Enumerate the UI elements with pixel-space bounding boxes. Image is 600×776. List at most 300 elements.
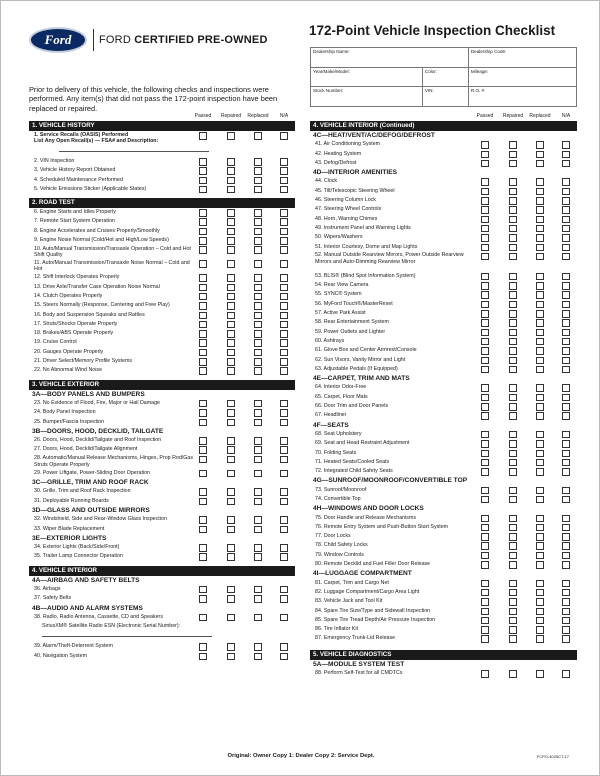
checkbox-passed[interactable] bbox=[481, 412, 489, 420]
checkbox-na[interactable] bbox=[280, 456, 288, 464]
checkbox-repaired[interactable] bbox=[509, 291, 517, 299]
checkbox-passed[interactable] bbox=[199, 186, 207, 194]
checkbox-na[interactable] bbox=[280, 246, 288, 254]
checkbox-replaced[interactable] bbox=[254, 177, 262, 185]
checkbox-na[interactable] bbox=[280, 339, 288, 347]
checkbox-na[interactable] bbox=[280, 409, 288, 417]
checkbox-na[interactable] bbox=[562, 357, 570, 365]
checkbox-passed[interactable] bbox=[199, 312, 207, 320]
checkbox-repaired[interactable] bbox=[227, 544, 235, 552]
checkbox-replaced[interactable] bbox=[536, 552, 544, 560]
checkbox-na[interactable] bbox=[280, 293, 288, 301]
checkbox-na[interactable] bbox=[280, 488, 288, 496]
checkbox-passed[interactable] bbox=[481, 338, 489, 346]
checkbox-passed[interactable] bbox=[199, 167, 207, 175]
checkbox-replaced[interactable] bbox=[254, 293, 262, 301]
checkbox-repaired[interactable] bbox=[509, 384, 517, 392]
checkbox-na[interactable] bbox=[280, 177, 288, 185]
checkbox-replaced[interactable] bbox=[536, 338, 544, 346]
checkbox-replaced[interactable] bbox=[254, 446, 262, 454]
checkbox-repaired[interactable] bbox=[227, 302, 235, 310]
checkbox-na[interactable] bbox=[562, 273, 570, 281]
checkbox-passed[interactable] bbox=[481, 384, 489, 392]
checkbox-repaired[interactable] bbox=[227, 488, 235, 496]
checkbox-na[interactable] bbox=[562, 431, 570, 439]
checkbox-replaced[interactable] bbox=[536, 206, 544, 214]
checkbox-passed[interactable] bbox=[199, 470, 207, 478]
checkbox-replaced[interactable] bbox=[536, 626, 544, 634]
checkbox-repaired[interactable] bbox=[227, 349, 235, 357]
checkbox-repaired[interactable] bbox=[509, 206, 517, 214]
checkbox-passed[interactable] bbox=[481, 496, 489, 504]
checkbox-repaired[interactable] bbox=[509, 533, 517, 541]
checkbox-replaced[interactable] bbox=[536, 225, 544, 233]
checkbox-repaired[interactable] bbox=[509, 347, 517, 355]
checkbox-passed[interactable] bbox=[481, 617, 489, 625]
checkbox-replaced[interactable] bbox=[254, 237, 262, 245]
checkbox-replaced[interactable] bbox=[254, 516, 262, 524]
checkbox-repaired[interactable] bbox=[509, 459, 517, 467]
checkbox-repaired[interactable] bbox=[227, 260, 235, 268]
checkbox-replaced[interactable] bbox=[536, 151, 544, 159]
checkbox-passed[interactable] bbox=[481, 347, 489, 355]
checkbox-na[interactable] bbox=[280, 358, 288, 366]
checkbox-replaced[interactable] bbox=[254, 260, 262, 268]
checkbox-passed[interactable] bbox=[199, 237, 207, 245]
checkbox-replaced[interactable] bbox=[536, 282, 544, 290]
checkbox-na[interactable] bbox=[562, 329, 570, 337]
checkbox-passed[interactable] bbox=[199, 339, 207, 347]
checkbox-repaired[interactable] bbox=[227, 409, 235, 417]
checkbox-repaired[interactable] bbox=[227, 321, 235, 329]
checkbox-repaired[interactable] bbox=[509, 561, 517, 569]
checkbox-passed[interactable] bbox=[199, 177, 207, 185]
checkbox-replaced[interactable] bbox=[254, 158, 262, 166]
ro-number-field[interactable]: R.O. # bbox=[468, 87, 576, 107]
checkbox-replaced[interactable] bbox=[536, 178, 544, 186]
checkbox-repaired[interactable] bbox=[509, 282, 517, 290]
checkbox-repaired[interactable] bbox=[509, 366, 517, 374]
checkbox-passed[interactable] bbox=[199, 526, 207, 534]
checkbox-na[interactable] bbox=[280, 312, 288, 320]
checkbox-na[interactable] bbox=[280, 516, 288, 524]
checkbox-na[interactable] bbox=[280, 544, 288, 552]
checkbox-repaired[interactable] bbox=[509, 197, 517, 205]
checkbox-na[interactable] bbox=[562, 626, 570, 634]
checkbox-passed[interactable] bbox=[481, 273, 489, 281]
checkbox-passed[interactable] bbox=[481, 253, 489, 261]
checkbox-repaired[interactable] bbox=[509, 319, 517, 327]
checkbox-na[interactable] bbox=[562, 319, 570, 327]
checkbox-na[interactable] bbox=[280, 553, 288, 561]
checkbox-replaced[interactable] bbox=[254, 186, 262, 194]
checkbox-passed[interactable] bbox=[481, 151, 489, 159]
checkbox-na[interactable] bbox=[280, 284, 288, 292]
checkbox-na[interactable] bbox=[280, 400, 288, 408]
checkbox-repaired[interactable] bbox=[509, 440, 517, 448]
checkbox-na[interactable] bbox=[562, 160, 570, 168]
checkbox-na[interactable] bbox=[280, 330, 288, 338]
checkbox-passed[interactable] bbox=[481, 626, 489, 634]
checkbox-repaired[interactable] bbox=[227, 293, 235, 301]
checkbox-passed[interactable] bbox=[199, 516, 207, 524]
checkbox-na[interactable] bbox=[280, 186, 288, 194]
checkbox-passed[interactable] bbox=[199, 209, 207, 217]
checkbox-replaced[interactable] bbox=[536, 561, 544, 569]
checkbox-na[interactable] bbox=[562, 347, 570, 355]
checkbox-na[interactable] bbox=[280, 586, 288, 594]
checkbox-replaced[interactable] bbox=[254, 488, 262, 496]
checkbox-replaced[interactable] bbox=[254, 358, 262, 366]
checkbox-passed[interactable] bbox=[199, 446, 207, 454]
checkbox-repaired[interactable] bbox=[227, 498, 235, 506]
checkbox-replaced[interactable] bbox=[254, 419, 262, 427]
checkbox-passed[interactable] bbox=[199, 595, 207, 603]
checkbox-replaced[interactable] bbox=[536, 329, 544, 337]
checkbox-repaired[interactable] bbox=[227, 526, 235, 534]
checkbox-na[interactable] bbox=[280, 437, 288, 445]
checkbox-replaced[interactable] bbox=[536, 533, 544, 541]
checkbox-replaced[interactable] bbox=[536, 394, 544, 402]
checkbox-repaired[interactable] bbox=[509, 580, 517, 588]
checkbox-na[interactable] bbox=[280, 614, 288, 622]
checkbox-passed[interactable] bbox=[199, 228, 207, 236]
checkbox-na[interactable] bbox=[562, 403, 570, 411]
checkbox-replaced[interactable] bbox=[254, 330, 262, 338]
checkbox-repaired[interactable] bbox=[509, 626, 517, 634]
checkbox-na[interactable] bbox=[280, 132, 288, 140]
checkbox-replaced[interactable] bbox=[254, 367, 262, 375]
checkbox-passed[interactable] bbox=[481, 188, 489, 196]
checkbox-repaired[interactable] bbox=[227, 419, 235, 427]
checkbox-repaired[interactable] bbox=[227, 516, 235, 524]
checkbox-repaired[interactable] bbox=[227, 237, 235, 245]
checkbox-repaired[interactable] bbox=[227, 167, 235, 175]
checkbox-repaired[interactable] bbox=[509, 160, 517, 168]
checkbox-passed[interactable] bbox=[481, 310, 489, 318]
checkbox-passed[interactable] bbox=[481, 440, 489, 448]
checkbox-na[interactable] bbox=[562, 197, 570, 205]
checkbox-replaced[interactable] bbox=[536, 598, 544, 606]
checkbox-repaired[interactable] bbox=[509, 670, 517, 678]
checkbox-replaced[interactable] bbox=[536, 384, 544, 392]
checkbox-na[interactable] bbox=[562, 384, 570, 392]
checkbox-replaced[interactable] bbox=[536, 310, 544, 318]
checkbox-replaced[interactable] bbox=[254, 400, 262, 408]
checkbox-replaced[interactable] bbox=[536, 617, 544, 625]
checkbox-passed[interactable] bbox=[481, 561, 489, 569]
checkbox-passed[interactable] bbox=[481, 244, 489, 252]
checkbox-repaired[interactable] bbox=[509, 412, 517, 420]
checkbox-replaced[interactable] bbox=[254, 544, 262, 552]
checkbox-replaced[interactable] bbox=[254, 643, 262, 651]
checkbox-na[interactable] bbox=[562, 459, 570, 467]
checkbox-replaced[interactable] bbox=[536, 524, 544, 532]
checkbox-na[interactable] bbox=[562, 188, 570, 196]
checkbox-replaced[interactable] bbox=[536, 234, 544, 242]
checkbox-na[interactable] bbox=[562, 617, 570, 625]
checkbox-passed[interactable] bbox=[481, 450, 489, 458]
checkbox-passed[interactable] bbox=[481, 178, 489, 186]
checkbox-na[interactable] bbox=[562, 533, 570, 541]
checkbox-na[interactable] bbox=[280, 367, 288, 375]
checkbox-replaced[interactable] bbox=[254, 526, 262, 534]
checkbox-passed[interactable] bbox=[481, 431, 489, 439]
checkbox-na[interactable] bbox=[562, 291, 570, 299]
checkbox-passed[interactable] bbox=[481, 459, 489, 467]
checkbox-passed[interactable] bbox=[199, 437, 207, 445]
checkbox-na[interactable] bbox=[562, 394, 570, 402]
checkbox-replaced[interactable] bbox=[254, 339, 262, 347]
checkbox-repaired[interactable] bbox=[227, 367, 235, 375]
checkbox-passed[interactable] bbox=[481, 282, 489, 290]
checkbox-repaired[interactable] bbox=[509, 515, 517, 523]
checkbox-repaired[interactable] bbox=[227, 446, 235, 454]
checkbox-replaced[interactable] bbox=[536, 301, 544, 309]
checkbox-passed[interactable] bbox=[199, 653, 207, 661]
checkbox-na[interactable] bbox=[280, 595, 288, 603]
checkbox-repaired[interactable] bbox=[227, 330, 235, 338]
checkbox-replaced[interactable] bbox=[536, 197, 544, 205]
checkbox-na[interactable] bbox=[562, 234, 570, 242]
checkbox-na[interactable] bbox=[562, 141, 570, 149]
checkbox-na[interactable] bbox=[562, 635, 570, 643]
checkbox-replaced[interactable] bbox=[254, 321, 262, 329]
checkbox-passed[interactable] bbox=[481, 542, 489, 550]
dealership-code-field[interactable]: Dealership Code: bbox=[468, 48, 576, 68]
checkbox-replaced[interactable] bbox=[254, 228, 262, 236]
checkbox-repaired[interactable] bbox=[509, 178, 517, 186]
checkbox-replaced[interactable] bbox=[536, 188, 544, 196]
checkbox-passed[interactable] bbox=[481, 580, 489, 588]
checkbox-passed[interactable] bbox=[481, 608, 489, 616]
checkbox-repaired[interactable] bbox=[227, 653, 235, 661]
checkbox-replaced[interactable] bbox=[254, 349, 262, 357]
checkbox-passed[interactable] bbox=[199, 419, 207, 427]
checkbox-replaced[interactable] bbox=[536, 580, 544, 588]
checkbox-repaired[interactable] bbox=[227, 209, 235, 217]
checkbox-passed[interactable] bbox=[199, 643, 207, 651]
checkbox-passed[interactable] bbox=[481, 197, 489, 205]
checkbox-na[interactable] bbox=[562, 366, 570, 374]
checkbox-repaired[interactable] bbox=[227, 553, 235, 561]
checkbox-na[interactable] bbox=[562, 580, 570, 588]
checkbox-na[interactable] bbox=[280, 302, 288, 310]
checkbox-replaced[interactable] bbox=[254, 167, 262, 175]
checkbox-repaired[interactable] bbox=[509, 617, 517, 625]
checkbox-repaired[interactable] bbox=[509, 188, 517, 196]
checkbox-replaced[interactable] bbox=[254, 302, 262, 310]
stock-number-field[interactable]: Stock Number: bbox=[311, 87, 423, 107]
checkbox-replaced[interactable] bbox=[536, 635, 544, 643]
checkbox-na[interactable] bbox=[562, 561, 570, 569]
checkbox-passed[interactable] bbox=[481, 291, 489, 299]
checkbox-repaired[interactable] bbox=[227, 246, 235, 254]
checkbox-na[interactable] bbox=[562, 282, 570, 290]
checkbox-na[interactable] bbox=[280, 209, 288, 217]
checkbox-replaced[interactable] bbox=[536, 459, 544, 467]
checkbox-replaced[interactable] bbox=[254, 437, 262, 445]
checkbox-repaired[interactable] bbox=[509, 225, 517, 233]
checkbox-replaced[interactable] bbox=[536, 608, 544, 616]
checkbox-repaired[interactable] bbox=[227, 177, 235, 185]
checkbox-na[interactable] bbox=[562, 542, 570, 550]
checkbox-na[interactable] bbox=[562, 524, 570, 532]
checkbox-replaced[interactable] bbox=[536, 542, 544, 550]
checkbox-passed[interactable] bbox=[199, 553, 207, 561]
checkbox-repaired[interactable] bbox=[509, 151, 517, 159]
checkbox-repaired[interactable] bbox=[509, 244, 517, 252]
checkbox-na[interactable] bbox=[562, 440, 570, 448]
checkbox-passed[interactable] bbox=[481, 598, 489, 606]
checkbox-passed[interactable] bbox=[481, 403, 489, 411]
checkbox-replaced[interactable] bbox=[536, 291, 544, 299]
color-field[interactable]: Color: bbox=[422, 67, 468, 87]
checkbox-na[interactable] bbox=[562, 244, 570, 252]
checkbox-repaired[interactable] bbox=[227, 158, 235, 166]
checkbox-replaced[interactable] bbox=[254, 456, 262, 464]
checkbox-replaced[interactable] bbox=[536, 244, 544, 252]
checkbox-repaired[interactable] bbox=[509, 394, 517, 402]
checkbox-repaired[interactable] bbox=[227, 470, 235, 478]
checkbox-passed[interactable] bbox=[199, 302, 207, 310]
checkbox-passed[interactable] bbox=[199, 274, 207, 282]
esn-blank-line[interactable] bbox=[29, 631, 295, 642]
checkbox-repaired[interactable] bbox=[509, 253, 517, 261]
checkbox-passed[interactable] bbox=[481, 160, 489, 168]
checkbox-na[interactable] bbox=[280, 446, 288, 454]
checkbox-repaired[interactable] bbox=[509, 338, 517, 346]
checkbox-na[interactable] bbox=[562, 515, 570, 523]
checkbox-na[interactable] bbox=[562, 496, 570, 504]
checkbox-repaired[interactable] bbox=[509, 141, 517, 149]
checkbox-passed[interactable] bbox=[199, 132, 207, 140]
checkbox-repaired[interactable] bbox=[227, 218, 235, 226]
checkbox-replaced[interactable] bbox=[254, 274, 262, 282]
mileage-field[interactable]: Mileage: bbox=[468, 67, 576, 87]
checkbox-passed[interactable] bbox=[199, 498, 207, 506]
checkbox-passed[interactable] bbox=[481, 533, 489, 541]
checkbox-passed[interactable] bbox=[481, 468, 489, 476]
checkbox-repaired[interactable] bbox=[227, 400, 235, 408]
checkbox-passed[interactable] bbox=[481, 515, 489, 523]
checkbox-na[interactable] bbox=[280, 228, 288, 236]
checkbox-na[interactable] bbox=[280, 653, 288, 661]
checkbox-passed[interactable] bbox=[481, 319, 489, 327]
checkbox-passed[interactable] bbox=[481, 234, 489, 242]
checkbox-replaced[interactable] bbox=[536, 515, 544, 523]
checkbox-passed[interactable] bbox=[481, 552, 489, 560]
checkbox-na[interactable] bbox=[280, 643, 288, 651]
checkbox-na[interactable] bbox=[280, 237, 288, 245]
recall-blank-line[interactable] bbox=[29, 145, 295, 157]
checkbox-replaced[interactable] bbox=[536, 440, 544, 448]
checkbox-passed[interactable] bbox=[481, 141, 489, 149]
checkbox-repaired[interactable] bbox=[509, 496, 517, 504]
checkbox-repaired[interactable] bbox=[227, 132, 235, 140]
checkbox-passed[interactable] bbox=[481, 225, 489, 233]
checkbox-passed[interactable] bbox=[199, 349, 207, 357]
checkbox-replaced[interactable] bbox=[536, 431, 544, 439]
checkbox-na[interactable] bbox=[562, 216, 570, 224]
checkbox-repaired[interactable] bbox=[509, 403, 517, 411]
checkbox-replaced[interactable] bbox=[536, 589, 544, 597]
checkbox-na[interactable] bbox=[280, 321, 288, 329]
checkbox-replaced[interactable] bbox=[536, 347, 544, 355]
checkbox-passed[interactable] bbox=[199, 358, 207, 366]
checkbox-passed[interactable] bbox=[199, 321, 207, 329]
checkbox-replaced[interactable] bbox=[536, 403, 544, 411]
checkbox-replaced[interactable] bbox=[254, 209, 262, 217]
checkbox-repaired[interactable] bbox=[509, 234, 517, 242]
checkbox-passed[interactable] bbox=[481, 635, 489, 643]
checkbox-passed[interactable] bbox=[199, 293, 207, 301]
checkbox-repaired[interactable] bbox=[227, 312, 235, 320]
checkbox-passed[interactable] bbox=[481, 670, 489, 678]
checkbox-replaced[interactable] bbox=[536, 253, 544, 261]
checkbox-passed[interactable] bbox=[199, 614, 207, 622]
checkbox-na[interactable] bbox=[562, 178, 570, 186]
checkbox-passed[interactable] bbox=[199, 260, 207, 268]
checkbox-na[interactable] bbox=[562, 468, 570, 476]
checkbox-replaced[interactable] bbox=[254, 614, 262, 622]
checkbox-passed[interactable] bbox=[199, 456, 207, 464]
checkbox-na[interactable] bbox=[562, 608, 570, 616]
checkbox-na[interactable] bbox=[562, 450, 570, 458]
checkbox-na[interactable] bbox=[562, 225, 570, 233]
checkbox-passed[interactable] bbox=[481, 394, 489, 402]
checkbox-repaired[interactable] bbox=[509, 524, 517, 532]
vin-field[interactable]: VIN: bbox=[422, 87, 468, 107]
checkbox-passed[interactable] bbox=[481, 357, 489, 365]
checkbox-na[interactable] bbox=[280, 158, 288, 166]
checkbox-passed[interactable] bbox=[481, 589, 489, 597]
checkbox-na[interactable] bbox=[562, 552, 570, 560]
checkbox-na[interactable] bbox=[562, 670, 570, 678]
checkbox-passed[interactable] bbox=[481, 524, 489, 532]
checkbox-na[interactable] bbox=[280, 260, 288, 268]
checkbox-repaired[interactable] bbox=[509, 487, 517, 495]
checkbox-repaired[interactable] bbox=[509, 310, 517, 318]
checkbox-repaired[interactable] bbox=[509, 357, 517, 365]
checkbox-na[interactable] bbox=[562, 301, 570, 309]
checkbox-replaced[interactable] bbox=[254, 470, 262, 478]
checkbox-repaired[interactable] bbox=[509, 589, 517, 597]
checkbox-replaced[interactable] bbox=[536, 357, 544, 365]
checkbox-repaired[interactable] bbox=[227, 586, 235, 594]
checkbox-repaired[interactable] bbox=[509, 608, 517, 616]
checkbox-replaced[interactable] bbox=[536, 216, 544, 224]
checkbox-replaced[interactable] bbox=[536, 273, 544, 281]
checkbox-replaced[interactable] bbox=[536, 141, 544, 149]
checkbox-repaired[interactable] bbox=[227, 643, 235, 651]
checkbox-replaced[interactable] bbox=[254, 586, 262, 594]
dealership-name-field[interactable]: Dealership Name: bbox=[311, 48, 469, 68]
checkbox-repaired[interactable] bbox=[227, 437, 235, 445]
checkbox-replaced[interactable] bbox=[536, 496, 544, 504]
checkbox-replaced[interactable] bbox=[536, 319, 544, 327]
checkbox-passed[interactable] bbox=[199, 218, 207, 226]
checkbox-repaired[interactable] bbox=[227, 595, 235, 603]
checkbox-passed[interactable] bbox=[481, 329, 489, 337]
checkbox-repaired[interactable] bbox=[509, 635, 517, 643]
checkbox-repaired[interactable] bbox=[227, 358, 235, 366]
checkbox-repaired[interactable] bbox=[509, 450, 517, 458]
checkbox-passed[interactable] bbox=[199, 158, 207, 166]
checkbox-replaced[interactable] bbox=[254, 284, 262, 292]
checkbox-replaced[interactable] bbox=[536, 670, 544, 678]
checkbox-passed[interactable] bbox=[481, 206, 489, 214]
